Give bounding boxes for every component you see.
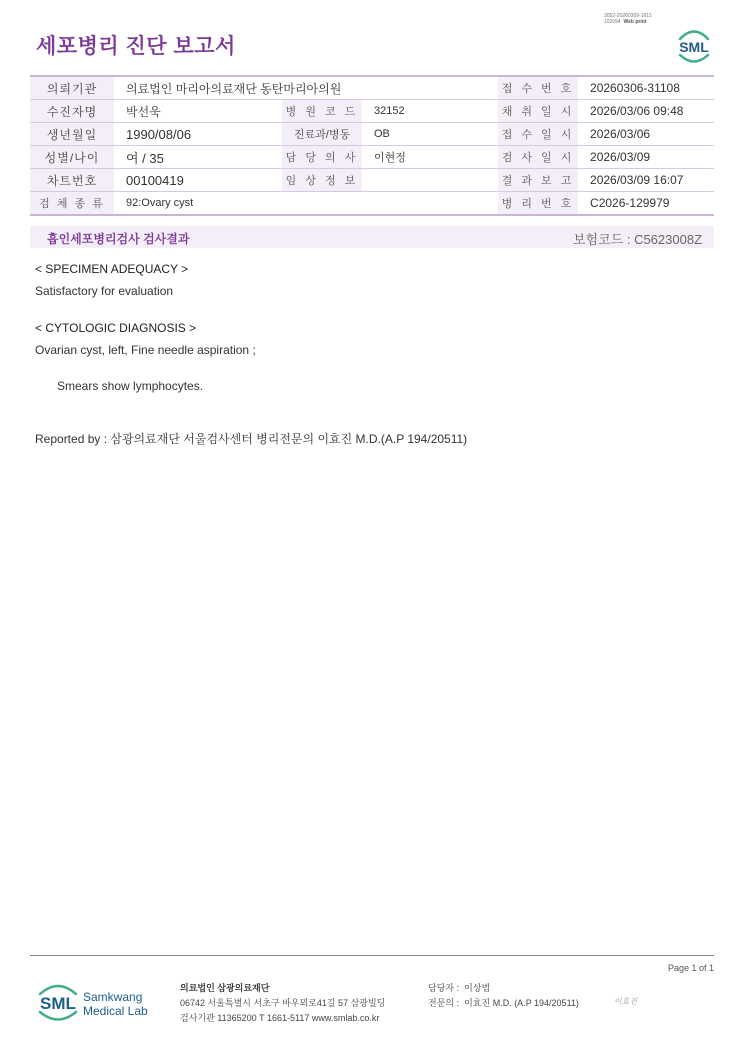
cytologic-diagnosis-header: < CYTOLOGIC DIAGNOSIS > [35,321,197,335]
value-receipt-number: 20260306-31108 [578,76,714,100]
label-clinical-info: 임 상 정 보 [282,169,362,192]
value-sex-age: 여 / 35 [114,146,282,169]
label-department: 진료과/병동 [282,123,362,146]
value-specimen-type: 92:Ovary cyst [114,192,498,216]
print-info [604,13,652,25]
insurance-code: 보험코드 : C5623008Z [573,232,703,247]
value-collection-datetime: 2026/03/06 09:48 [578,100,714,123]
page-title: 세포병리 진단 보고서 [36,35,236,58]
signature: 이효진 [614,997,638,1006]
print-code: 102094 [604,19,621,25]
footer-org-info [180,981,385,1026]
patient-info-table [30,75,714,216]
label-receipt-number: 접 수 번 호 [498,76,578,100]
label-attending-doctor: 담 당 의 사 [282,146,362,169]
specialist-label: 전문의 : [428,998,460,1008]
value-chart-number: 00100419 [114,169,282,192]
value-result-report: 2026/03/09 16:07 [578,169,714,192]
staff-name: 이상범 [464,983,491,993]
svg-text:SML: SML [679,39,709,55]
label-hospital-code: 병 원 코 드 [282,100,362,123]
sml-logo-icon [674,26,714,66]
label-chart-number: 차트번호 [30,169,114,192]
value-birth-date: 1990/08/06 [114,123,282,146]
value-patient-name: 박선욱 [114,100,282,123]
value-test-date: 2026/03/09 [578,146,714,169]
label-patient-name: 수진자명 [30,100,114,123]
label-requesting-institution: 의뢰기관 [30,76,114,100]
print-id: 3052-20260309-1615 [604,13,652,19]
specialist-name: 이효진 M.D. (A.P 194/20511) [464,998,579,1008]
info-row [30,192,714,216]
specimen-adequacy-header: < SPECIMEN ADEQUACY > [35,262,189,276]
label-test-date: 검 사 일 시 [498,146,578,169]
info-row [30,100,714,123]
footer-contact: 검사기관 11365200 T 1661-5117 www.smlab.co.kr [180,1013,380,1023]
samkwang-logo-icon [36,979,156,1027]
label-collection-datetime: 채 취 일 시 [498,100,578,123]
value-hospital-code: 32152 [362,100,498,123]
finding-text: Smears show lymphocytes. [57,379,204,393]
staff-label: 담당자 : [428,983,460,993]
value-receipt-date: 2026/03/06 [578,123,714,146]
footer-org-name: 의료법인 삼광의료재단 [180,983,270,993]
cytologic-diagnosis-text: Ovarian cyst, left, Fine needle aspiration ; [35,343,256,357]
reported-by: Reported by : 삼광의료재단 서울검사센터 병리전문의 이효진 M.D.(A.P 194/20511) [35,432,468,446]
footer-address: 06742 서울특별시 서초구 바우뫼로41길 57 삼광빌딩 [180,998,386,1008]
value-requesting-institution: 의료법인 마리아의료재단 동탄마리아의원 [114,76,498,100]
page-number: Page 1 of 1 [668,963,715,973]
web-print-label: Web print [623,19,647,25]
label-birth-date: 생년월일 [30,123,114,146]
footer-divider [30,955,714,956]
logo-name-line1: Samkwang [83,990,143,1004]
label-receipt-date: 접 수 일 시 [498,123,578,146]
label-sex-age: 성별/나이 [30,146,114,169]
info-row [30,76,714,100]
info-row [30,169,714,192]
label-specimen-type: 검 체 종 류 [30,192,114,216]
value-department: OB [362,123,498,146]
specimen-adequacy-text: Satisfactory for evaluation [35,284,174,298]
label-result-report: 결 과 보 고 [498,169,578,192]
value-attending-doctor: 이현정 [362,146,498,169]
value-pathology-number: C2026-129979 [578,192,714,216]
label-pathology-number: 병 리 번 호 [498,192,578,216]
logo-name-line2: Medical Lab [83,1004,148,1018]
footer-staff-info [428,981,579,1011]
result-section-title: 흡인세포병리검사 검사결과 [47,232,190,246]
value-clinical-info [362,169,498,192]
info-row [30,123,714,146]
info-row [30,146,714,169]
logo-sml-text: SML [40,994,76,1013]
